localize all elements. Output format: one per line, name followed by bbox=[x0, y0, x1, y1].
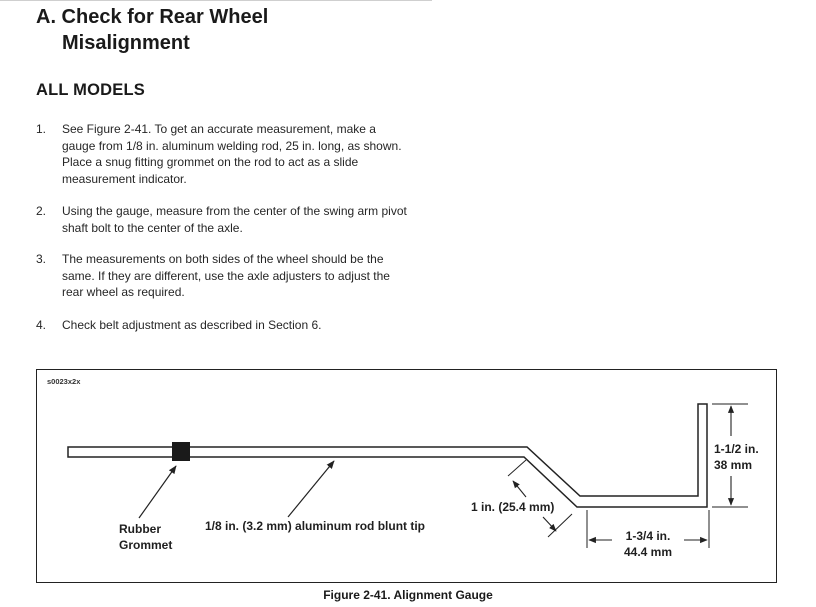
offset-extension-upper bbox=[508, 460, 526, 476]
rod-leader bbox=[288, 461, 334, 517]
figure-caption: Figure 2-41. Alignment Gauge bbox=[323, 588, 493, 602]
base-dimension-label bbox=[614, 528, 682, 560]
step-text: The measurements on both sides of the wheel should be the same. If they are different, use the axle adjusters to adjust the rear wheel as required. bbox=[62, 252, 390, 299]
base-label-line2: 44.4 mm bbox=[623, 545, 673, 559]
offset-arrow-lower bbox=[543, 517, 556, 531]
base-label-line1: 1-3/4 in. bbox=[625, 529, 671, 543]
height-label-line2: 38 mm bbox=[714, 458, 753, 472]
grommet-leader bbox=[139, 466, 176, 518]
section-title-line2: Misalignment bbox=[62, 32, 190, 54]
step-text: Check belt adjustment as described in Section 6. bbox=[62, 317, 322, 332]
step-text: See Figure 2-41. To get an accurate measurement, make a gauge from 1/8 in. aluminum welding rod, 25 in. long, as shown. Place a snug fitting grommet on the rod to act as a slide measurement indicator. bbox=[62, 122, 402, 186]
rubber-grommet bbox=[172, 442, 190, 461]
offset-arrow-upper bbox=[513, 481, 526, 497]
grommet-label-line2: Grommet bbox=[119, 538, 173, 552]
step-number: 3. bbox=[36, 252, 47, 266]
step-number: 2. bbox=[36, 204, 47, 218]
models-subheading: ALL MODELS bbox=[36, 81, 145, 99]
section-title-line1: A. Check for Rear Wheel bbox=[36, 6, 269, 28]
grommet-label-line1: Rubber bbox=[119, 522, 161, 536]
figure-id: s0023x2x bbox=[47, 377, 81, 386]
step-text: Using the gauge, measure from the center of the swing arm pivot shaft bolt to the center of the axle. bbox=[62, 204, 407, 235]
step-number: 1. bbox=[36, 122, 47, 136]
offset-label: 1 in. (25.4 mm) bbox=[471, 500, 555, 514]
height-label-line1: 1-1/2 in. bbox=[714, 442, 759, 456]
gauge-rod bbox=[68, 404, 707, 507]
grommet-label bbox=[119, 521, 172, 553]
height-dimension-label bbox=[714, 441, 759, 473]
step-number: 4. bbox=[36, 317, 47, 332]
rod-label: 1/8 in. (3.2 mm) aluminum rod blunt tip bbox=[205, 519, 426, 533]
